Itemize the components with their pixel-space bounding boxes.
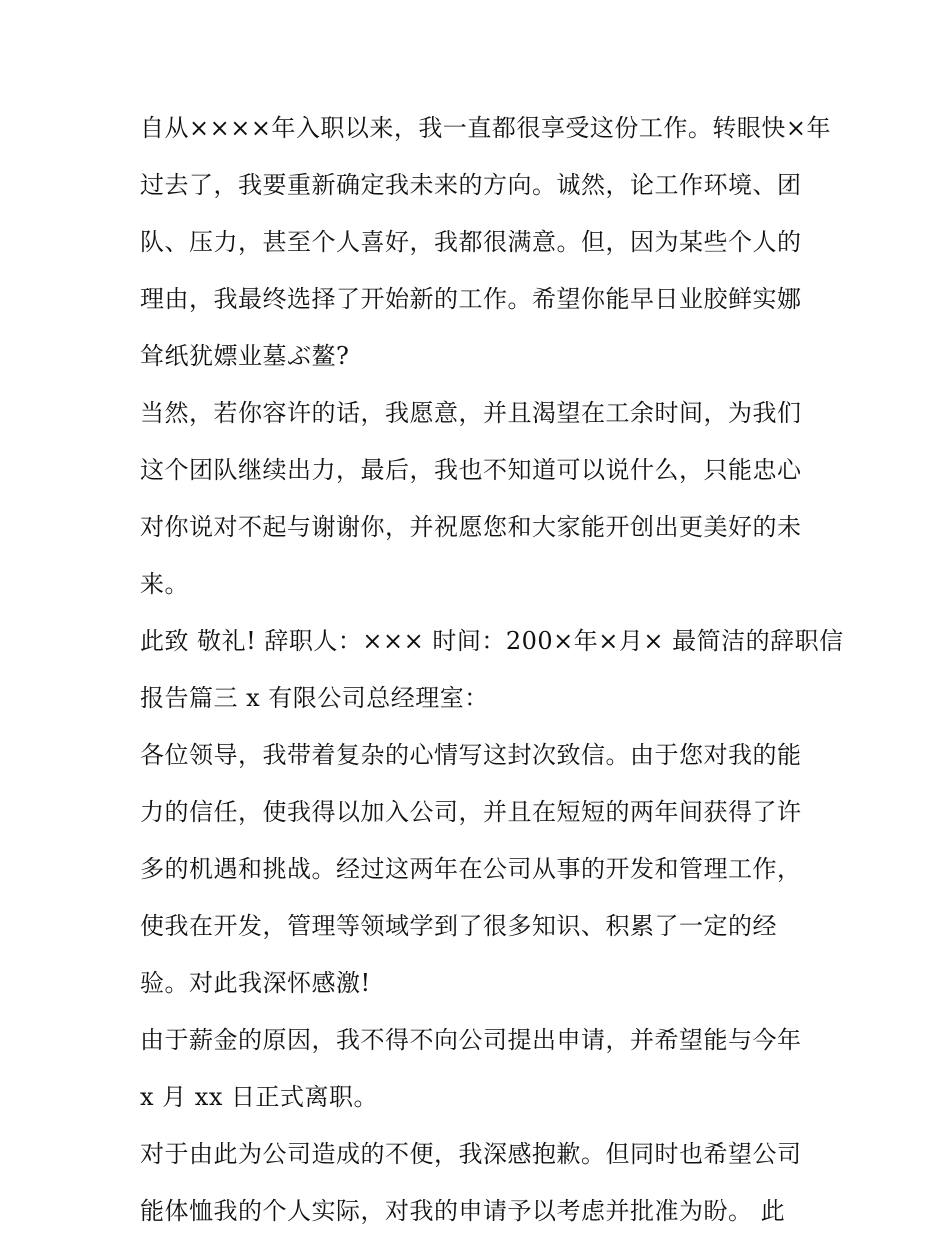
text-line: 验。对此我深怀感激! (140, 969, 371, 997)
text-line: x 月 xx 日正式离职。 (140, 1083, 378, 1111)
text-line: 能体恤我的个人实际，对我的申请予以考虑并批准为盼。 此 (140, 1197, 786, 1225)
text-line: 当然，若你容许的话，我愿意，并且渴望在工余时间，为我们 (140, 399, 802, 427)
text-line: 来。 (140, 570, 189, 598)
text-line: 各位领导，我带着复杂的心情写这封次致信。由于您对我的能 (140, 741, 802, 769)
text-line: 自从××××年入职以来，我一直都很享受这份工作。转眼快×年 (140, 114, 832, 142)
text-line: 使我在开发，管理等领域学到了很多知识、积累了一定的经 (140, 912, 777, 940)
text-line: 队、压力，甚至个人喜好，我都很满意。但，因为某些个人的 (140, 228, 802, 256)
text-line: 过去了，我要重新确定我未来的方向。诚然，论工作环境、团 (140, 171, 802, 199)
text-line: 由于薪金的原因，我不得不向公司提出申请，并希望能与今年 (140, 1026, 802, 1054)
text-line: 力的信任，使我得以加入公司，并且在短短的两年间获得了许 (140, 798, 802, 826)
text-line: 报告篇三 x 有限公司总经理室： (140, 684, 489, 712)
text-line: 这个团队继续出力，最后，我也不知道可以说什么，只能忠心 (140, 456, 802, 484)
text-line: 对于由此为公司造成的不便，我深感抱歉。但同时也希望公司 (140, 1140, 802, 1168)
text-line: 耸纸犹嫖业墓ぶ鳌? (140, 342, 350, 370)
text-line: 对你说对不起与谢谢你，并祝愿您和大家能开创出更美好的未 (140, 513, 802, 541)
text-line: 此致 敬礼! 辞职人：××× 时间：200×年×月× 最简洁的辞职信 (140, 627, 844, 655)
text-line: 多的机遇和挑战。经过这两年在公司从事的开发和管理工作， (140, 855, 802, 883)
text-line: 理由，我最终选择了开始新的工作。希望你能早日业胶鲜实娜 (140, 285, 802, 313)
document-body (140, 100, 844, 1240)
